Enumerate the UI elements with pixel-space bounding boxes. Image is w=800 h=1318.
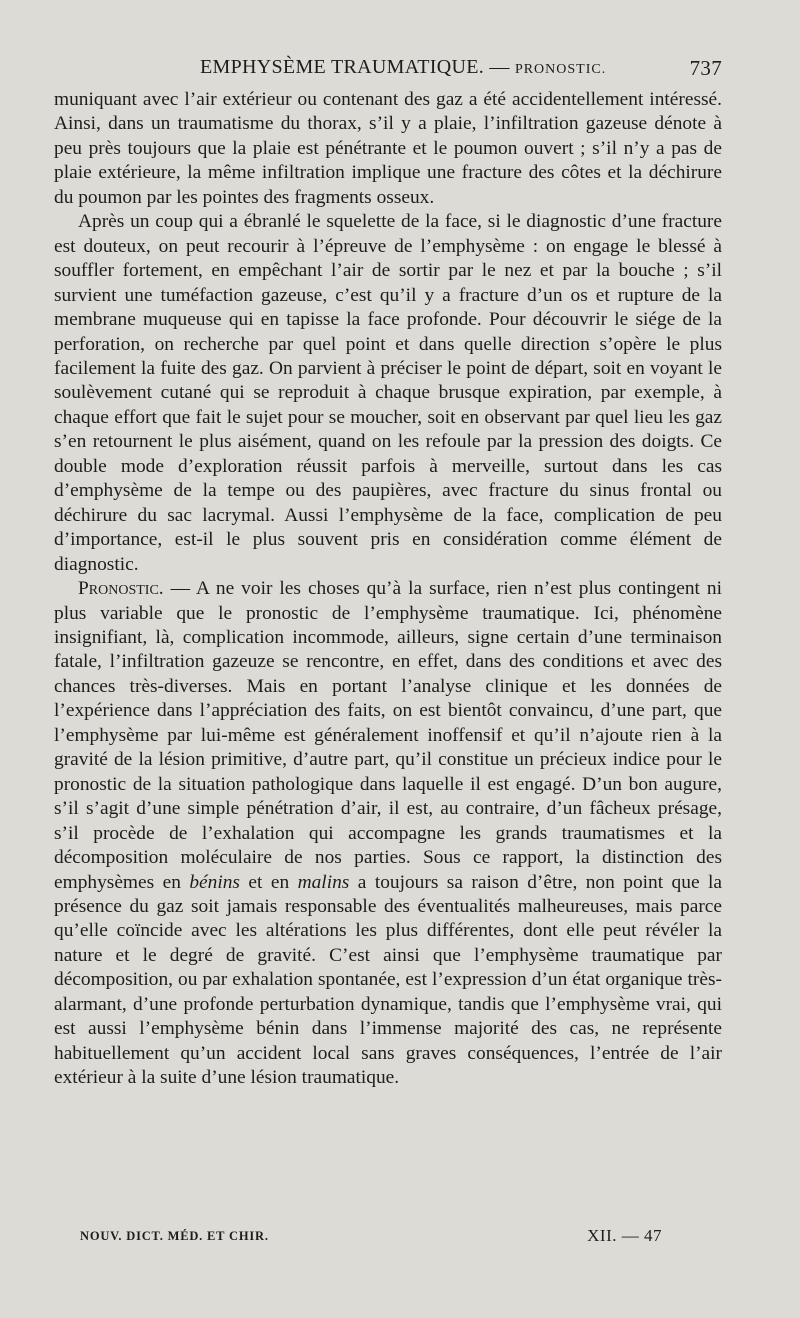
paragraph-diagnostic-face: Après un coup qui a ébranlé le squelette de la face, si le diagnostic d’une fracture est douteux, on peut recourir à l’épreuve de l’emphysème : on engage le blessé à souffler fortement, en empêchant l’air de sortir par le nez et par la bouche ; s’il survient une tuméfaction gazeuse, c’est qu’il y a fracture d’un os et rupture de la membrane muqueuse qui en tapisse la face profonde. Pour découvrir le siége de la perforation, on recherche par quel point et dans quelle direction s’opère le plus facilement la fuite des gaz. On parvient à préciser le point de départ, soit en voyant le soulèvement cutané qui se reproduit à chaque brusque expiration, par exemple, à chaque effort que fait le sujet pour se moucher, soit en observant par quel lieu les gaz s’en retournent le plus aisément, quand on les refoule par la pression des doigts. Ce double mode d’exploration réussit parfois à merveille, surtout dans les cas d’emphysème de la tempe ou des paupières, avec fracture du sinus frontal ou déchirure du sac lacrymal. Aussi l’emphysème de la face, complication de peu d’importance, est-il le plus souvent pris en considération comme élément de diagnostic. xyxy=(54,211,722,575)
paragraph-continuation: muniquant avec l’air extérieur ou contenant des gaz a été accidentellement intéressé. Ainsi, dans un traumatisme du thorax, s’il y a plaie, l’infiltration gazeuse dénote à peu près toujours que la plaie est pénétrante et le poumon ouvert ; s’il n’y a pas de plaie extérieure, la même infiltration implique une fracture des côtes et la déchirure du poumon par les pointes des fragments osseux. xyxy=(54,89,722,208)
footer-book-title: NOUV. DICT. MÉD. ET CHIR. xyxy=(80,1229,269,1243)
footer-signature: XII. — 47 xyxy=(587,1226,662,1245)
page-number: 737 xyxy=(689,56,722,80)
running-title xyxy=(200,56,606,79)
pronostic-text-c: a toujours sa raison d’être, non point que la présence du gaz soit jamais responsable des éventualités malheureuses, mais parce qu’elle coïncide avec les altérations les plus différentes, dont elle peut révéler la nature et le degré de gravité. C’est ainsi que l’emphysème traumatique par décomposition, ou par exhalation spontanée, est l’expression d’un état organique très-alarmant, d’une profonde perturbation dynamique, tandis que l’emphysème vrai, qui est aussi l’emphysème bénin dans l’immense majorité des cas, ne représente habituellement qu’un accident local sans graves conséquences, l’entrée de l’air extérieur à la suite d’une lésion traumatique. xyxy=(54,871,722,1089)
pronostic-text-a: — A ne voir les choses qu’à la surface, rien n’est plus contingent ni plus variable que le pronostic de l’emphysème traumatique. Ici, phénomène insignifiant, là, complication incommode, ailleurs, signe certain d’une terminaison fatale, l’infiltration gazeuze se rencontre, en effet, dans des conditions et avec des chances très-diverses. Mais en portant l’analyse clinique et les données de l’expérience dans l’appréciation des faits, on est bientôt convaincu, d’une part, que l’emphysème par lui-même est généralement inoffensif et qu’il n’ajoute rien à la gravité de la lésion primitive, d’autre part, qu’il constitue un précieux indice pour le pronostic de la situation pathologique dans laquelle il est engagé. D’un bon augure, s’il s’agit d’une simple pénétration d’air, il est, au contraire, d’un fâcheux présage, s’il procède de l’exhalation qui accompagne les grands traumatismes et la décomposition moléculaire de nos parties. Sous ce rapport, la distinction des emphysèmes en xyxy=(54,578,722,893)
body-text xyxy=(54,88,722,1091)
running-title-text: EMPHYSÈME TRAUMATIQUE. — xyxy=(200,56,510,78)
paragraph-pronostic xyxy=(54,577,722,1091)
emphasis-benins: bénins xyxy=(189,871,240,893)
running-header xyxy=(54,56,722,84)
page-footer xyxy=(80,1226,670,1249)
emphasis-malins: malins xyxy=(297,871,350,893)
running-section: PRONOSTIC. xyxy=(514,62,607,77)
section-heading-pronostic: Pronostic. xyxy=(78,578,164,600)
pronostic-text-b: et en xyxy=(239,871,298,893)
